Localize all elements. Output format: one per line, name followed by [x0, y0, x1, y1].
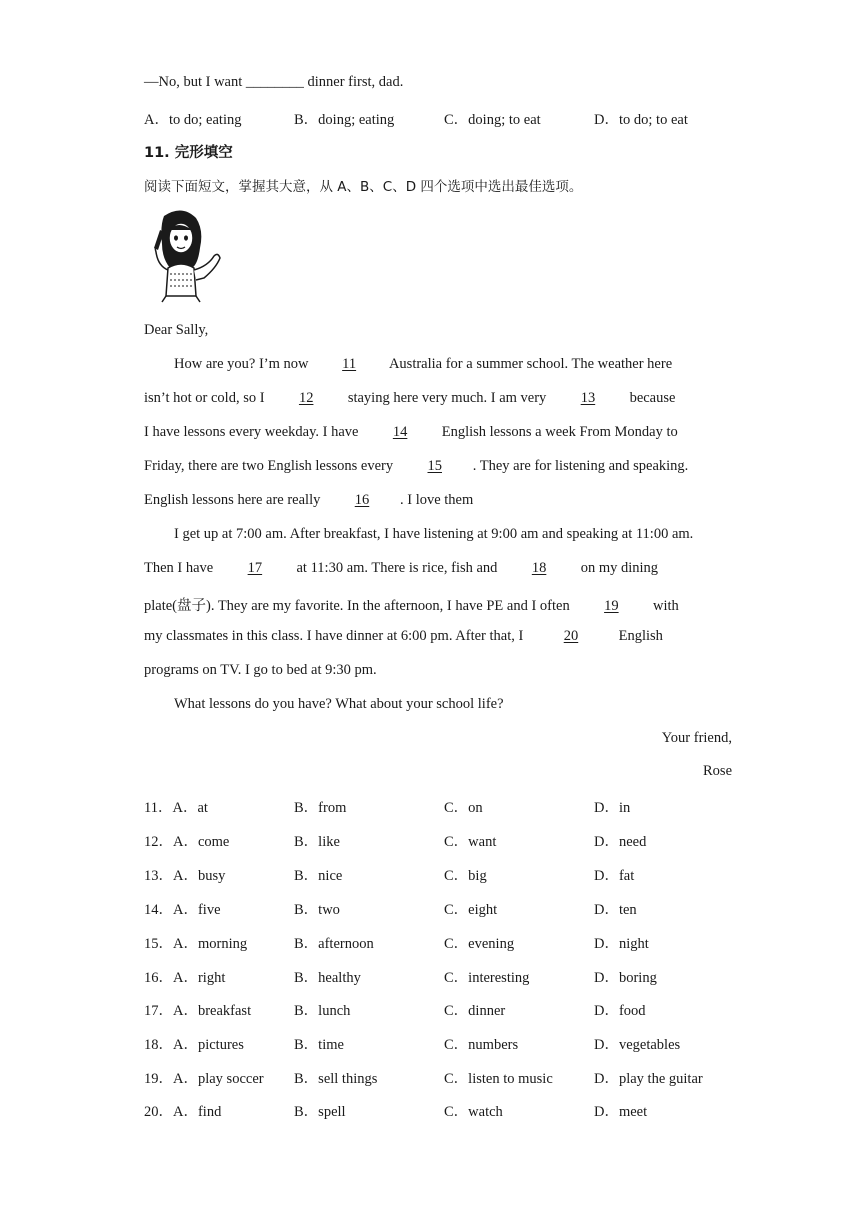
- question-number: 13．: [144, 868, 173, 884]
- option-a[interactable]: 12．A．come: [144, 834, 230, 850]
- letter-line-1: How are you? I’m now 11 Australia for a summer school. The weather here: [174, 356, 673, 372]
- option-a[interactable]: 20．A．find: [144, 1104, 222, 1120]
- option-c[interactable]: C．dinner: [444, 1003, 506, 1019]
- question-number: 11．: [144, 800, 173, 816]
- option-d[interactable]: D．need: [594, 834, 647, 850]
- option-c: C．doing; to eat: [444, 112, 541, 128]
- blank-15[interactable]: 15: [427, 458, 442, 474]
- option-a[interactable]: 11．A．at: [144, 800, 208, 816]
- question-number: 20．: [144, 1104, 173, 1120]
- option-c[interactable]: C．evening: [444, 936, 515, 952]
- option-d[interactable]: D．meet: [594, 1104, 648, 1120]
- letter-line-6: I get up at 7:00 am. After breakfast, I have listening at 9:00 am and speaking at 11:00 am.: [174, 526, 694, 542]
- option-d[interactable]: D．night: [594, 936, 649, 952]
- option-d[interactable]: D．in: [594, 800, 631, 816]
- letter-line-5: English lessons here are really 16 . I love them: [144, 492, 474, 508]
- option-d[interactable]: D．boring: [594, 970, 657, 986]
- option-b[interactable]: B．sell things: [294, 1071, 378, 1087]
- question-number: 12．: [144, 834, 173, 850]
- question-row: [144, 966, 724, 986]
- blank-11[interactable]: 11: [342, 356, 357, 372]
- option-b[interactable]: B．lunch: [294, 1003, 351, 1019]
- option-c[interactable]: C．want: [444, 834, 497, 850]
- option-d[interactable]: D．ten: [594, 902, 637, 918]
- option-c[interactable]: C．listen to music: [444, 1071, 553, 1087]
- option-b[interactable]: B．from: [294, 800, 347, 816]
- question-number: 17．: [144, 1003, 173, 1019]
- option-c[interactable]: C．on: [444, 800, 483, 816]
- blank-18[interactable]: 18: [531, 560, 547, 576]
- option-a[interactable]: 18．A．pictures: [144, 1037, 244, 1053]
- blank-16[interactable]: 16: [354, 492, 370, 508]
- letter-signature: Rose: [703, 763, 732, 779]
- question-row: [144, 1100, 724, 1120]
- blank-17[interactable]: 17: [247, 560, 263, 576]
- option-a[interactable]: 15．A．morning: [144, 936, 248, 952]
- letter-line-8: plate(盘子). They are my favorite. In the afternoon, I have PE and I often 19 with: [144, 598, 679, 614]
- blank-13[interactable]: 13: [580, 390, 596, 406]
- option-b[interactable]: B．afternoon: [294, 936, 374, 952]
- option-d[interactable]: D．food: [594, 1003, 646, 1019]
- option-a: A．to do; eating: [144, 112, 242, 128]
- blank-19[interactable]: 19: [604, 598, 619, 614]
- girl-illustration: [148, 208, 226, 304]
- option-c[interactable]: C．eight: [444, 902, 498, 918]
- question-row: [144, 1067, 724, 1087]
- option-b[interactable]: B．time: [294, 1037, 344, 1053]
- question-row: [144, 999, 724, 1019]
- letter-line-4: Friday, there are two English lessons every 15 . They are for listening and speaking.: [144, 458, 689, 474]
- question-row: [144, 898, 724, 918]
- option-b[interactable]: B．two: [294, 902, 340, 918]
- blank-14[interactable]: 14: [392, 424, 408, 440]
- question-row: [144, 830, 724, 850]
- blank-20[interactable]: 20: [563, 628, 579, 644]
- option-d[interactable]: D．play the guitar: [594, 1071, 703, 1087]
- letter-line-3: I have lessons every weekday. I have 14 English lessons a week From Monday to: [144, 424, 678, 440]
- option-b: B．doing; eating: [294, 112, 395, 128]
- question-10-stem: —No, but I want ________ dinner first, dad.: [144, 74, 404, 90]
- letter-line-11: What lessons do you have? What about your school life?: [174, 696, 504, 712]
- question-row: [144, 932, 724, 952]
- option-c[interactable]: C．interesting: [444, 970, 530, 986]
- question-number: 15．: [144, 936, 173, 952]
- option-d[interactable]: D．vegetables: [594, 1037, 681, 1053]
- option-a[interactable]: 19．A．play soccer: [144, 1071, 264, 1087]
- section-title: 11. 完形填空: [144, 145, 233, 161]
- letter-line-9: my classmates in this class. I have dinner at 6:00 pm. After that, I 20 English: [144, 628, 663, 644]
- letter-line-10: programs on TV. I go to bed at 9:30 pm.: [144, 662, 377, 678]
- option-b[interactable]: B．healthy: [294, 970, 361, 986]
- letter-closing: Your friend,: [661, 730, 732, 746]
- section-instruction: 阅读下面短文，掌握其大意，从 A、B、C、D 四个选项中选出最佳选项。: [144, 179, 583, 195]
- question-number: 16．: [144, 970, 173, 986]
- letter-line-7: Then I have 17 at 11:30 am. There is rice, fish and 18 on my dining: [144, 560, 659, 576]
- question-number: 14．: [144, 902, 173, 918]
- blank-12[interactable]: 12: [298, 390, 314, 406]
- question-row: [144, 1033, 724, 1053]
- option-b[interactable]: B．nice: [294, 868, 343, 884]
- question-number: 18．: [144, 1037, 173, 1053]
- question-10-options: [144, 108, 724, 128]
- option-c[interactable]: C．watch: [444, 1104, 503, 1120]
- option-b[interactable]: B．spell: [294, 1104, 346, 1120]
- option-b[interactable]: B．like: [294, 834, 340, 850]
- question-row: [144, 864, 724, 884]
- letter-line-2: isn’t hot or cold, so I 12 staying here very much. I am very 13 because: [144, 390, 676, 406]
- option-a[interactable]: 16．A．right: [144, 970, 226, 986]
- option-c[interactable]: C．big: [444, 868, 487, 884]
- option-d: D．to do; to eat: [594, 112, 688, 128]
- option-c[interactable]: C．numbers: [444, 1037, 519, 1053]
- option-d[interactable]: D．fat: [594, 868, 635, 884]
- option-a[interactable]: 14．A．five: [144, 902, 221, 918]
- question-row: [144, 796, 724, 816]
- option-a[interactable]: 17．A．breakfast: [144, 1003, 252, 1019]
- option-a[interactable]: 13．A．busy: [144, 868, 226, 884]
- letter-greeting: Dear Sally,: [144, 322, 209, 338]
- question-number: 19．: [144, 1071, 173, 1087]
